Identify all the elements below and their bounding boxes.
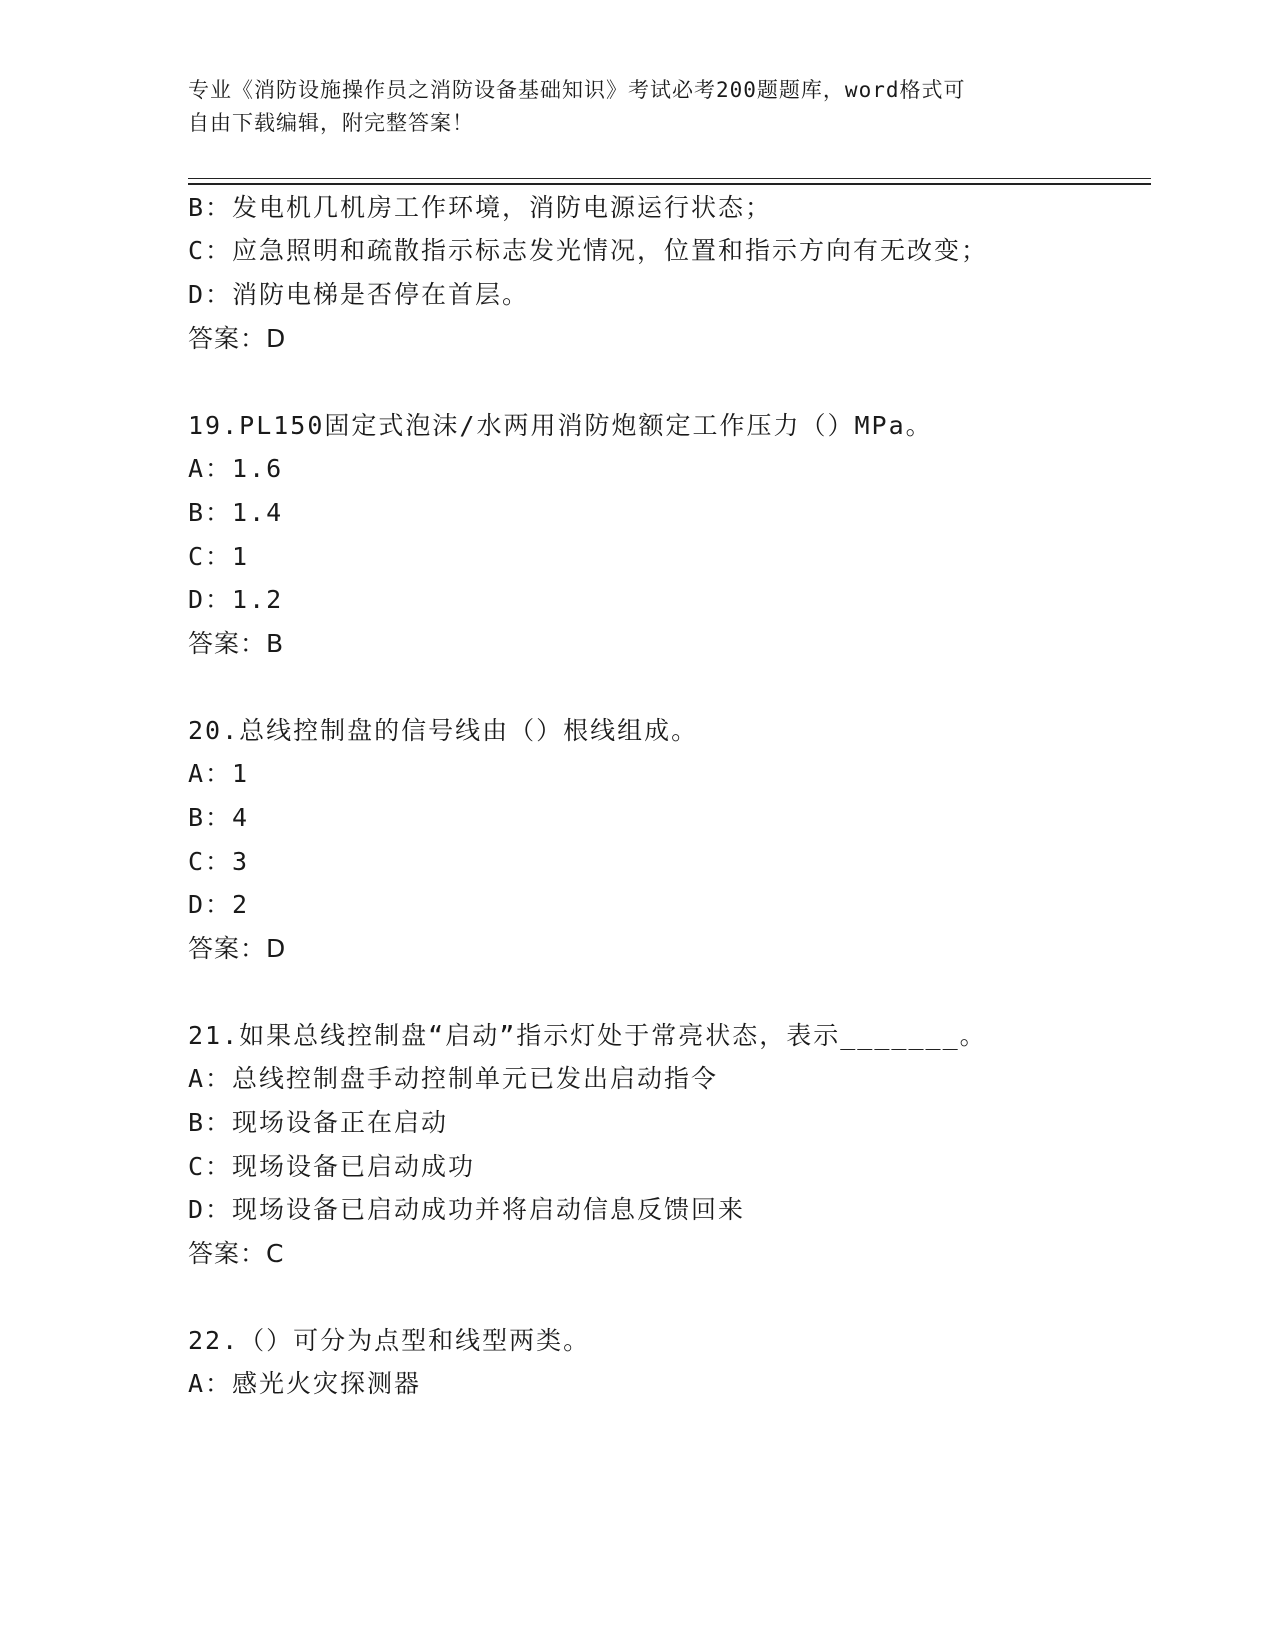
q21-option-d: D：现场设备已启动成功并将启动信息反馈回来 xyxy=(188,1195,746,1224)
q21-option-a: A：总线控制盘手动控制单元已发出启动指令 xyxy=(188,1064,719,1093)
q18-answer: 答案：D xyxy=(188,324,287,353)
q18-option-c: C：应急照明和疏散指示标志发光情况，位置和指示方向有无改变； xyxy=(188,236,989,265)
q19-option-d: D：1.2 xyxy=(188,585,284,614)
q20-stem: 20.总线控制盘的信号线由（）根线组成。 xyxy=(188,716,699,745)
header-divider-top xyxy=(188,178,1151,179)
q21-option-c: C：现场设备已启动成功 xyxy=(188,1152,476,1181)
q19-option-b: B：1.4 xyxy=(188,498,284,527)
q18-option-d: D：消防电梯是否停在首层。 xyxy=(188,280,530,309)
header-divider-bottom xyxy=(188,183,1151,185)
document-header xyxy=(188,74,1088,140)
q19-option-c: C：1 xyxy=(188,542,250,571)
q20-answer: 答案：D xyxy=(188,934,287,963)
q18-option-b: B：发电机几机房工作环境，消防电源运行状态； xyxy=(188,193,773,222)
q22-option-a: A：感光火灾探测器 xyxy=(188,1369,422,1398)
header-line-1: 专业《消防设施操作员之消防设备基础知识》考试必考200题题库，word格式可 xyxy=(188,78,966,102)
q21-stem: 21.如果总线控制盘“启动”指示灯处于常亮状态，表示_______。 xyxy=(188,1021,987,1050)
q20-option-d: D：2 xyxy=(188,890,250,919)
q20-option-c: C：3 xyxy=(188,847,250,876)
q22-stem: 22.（）可分为点型和线型两类。 xyxy=(188,1326,591,1355)
q20-option-a: A：1 xyxy=(188,759,250,788)
q21-option-b: B：现场设备正在启动 xyxy=(188,1108,449,1137)
q19-stem: 19.PL150固定式泡沫/水两用消防炮额定工作压力（）MPa。 xyxy=(188,411,933,440)
q20-option-b: B：4 xyxy=(188,803,250,832)
q19-answer: 答案：B xyxy=(188,629,285,658)
header-line-2: 自由下载编辑，附完整答案！ xyxy=(188,111,474,135)
q21-answer: 答案：C xyxy=(188,1239,285,1268)
q19-option-a: A：1.6 xyxy=(188,454,284,483)
